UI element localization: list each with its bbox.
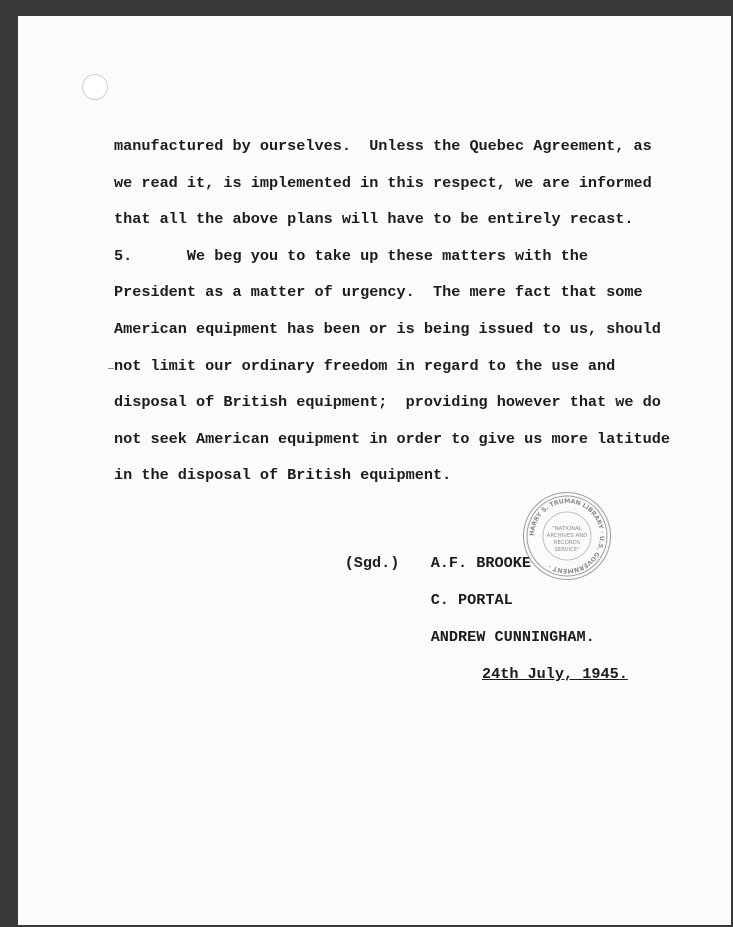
signatory-name: ANDREW CUNNINGHAM.	[430, 628, 595, 646]
body-line: we read it, is implemented in this respect, we are informed	[114, 173, 652, 192]
body-line: not limit our ordinary freedom in regard to the use and	[114, 356, 616, 375]
document-date: 24th July, 1945.	[482, 665, 628, 683]
signature-prefix: (Sgd.)	[344, 554, 400, 572]
body-line: President as a matter of urgency. The mere fact that some	[114, 283, 643, 302]
svg-text:HARRY S. TRUMAN LIBRARY · U.S.: HARRY S. TRUMAN LIBRARY · U.S. GOVERNMENT ·	[528, 497, 606, 575]
signatory-name: C. PORTAL	[430, 591, 513, 609]
margin-mark	[108, 368, 114, 369]
svg-text:ARCHIVES AND: ARCHIVES AND	[546, 533, 588, 539]
body-line: not seek American equipment in order to give us more latitude	[114, 429, 670, 448]
svg-text:RECORDS: RECORDS	[553, 540, 581, 546]
body-line: disposal of British equipment; providing however that we do	[114, 393, 661, 412]
body-line: manufactured by ourselves. Unless the Quebec Agreement, as	[114, 137, 652, 155]
body-line: that all the above plans will have to be entirely recast.	[114, 210, 634, 229]
body-line: 5. We beg you to take up these matters with the	[114, 246, 588, 265]
punch-hole	[82, 74, 108, 100]
svg-text:SERVICE": SERVICE"	[554, 547, 580, 553]
signatory-name: A.F. BROOKE	[430, 554, 531, 572]
archive-stamp-graphic	[524, 493, 610, 579]
svg-text:"NATIONAL: "NATIONAL	[552, 526, 582, 532]
body-line: in the disposal of British equipment.	[114, 466, 452, 485]
body-line: American equipment has been or is being issued to us, should	[114, 319, 661, 338]
document-page	[18, 16, 731, 925]
document-body	[114, 128, 714, 494]
archive-stamp	[523, 492, 611, 580]
